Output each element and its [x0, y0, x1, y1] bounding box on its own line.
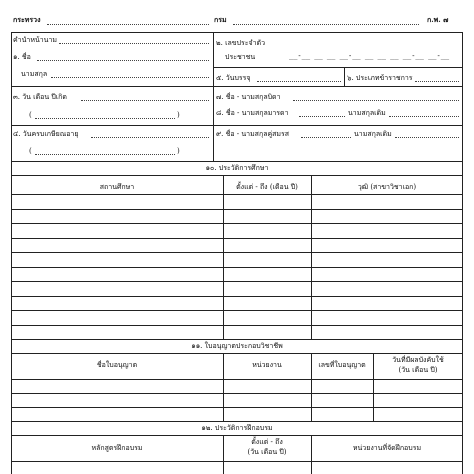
department-field[interactable] [233, 24, 419, 25]
license-vline-2 [311, 353, 312, 421]
training-col-course: หลักสูตรฝึกอบรม [91, 444, 143, 452]
mother-maiden-label: นามสกุลเดิม [348, 109, 386, 117]
license-col-effective-sub: (วัน เดือน ปี) [398, 366, 438, 374]
education-col-degree: วุฒิ (สาขาวิชาเอก) [357, 183, 417, 191]
spouse-label: ๙. ชื่อ - นามสกุลคู่สมรส [216, 130, 290, 138]
row-line-r3 [213, 125, 463, 126]
training-top [11, 421, 463, 422]
education-row-line [11, 209, 463, 210]
first-name-field[interactable] [37, 60, 209, 61]
row-line-2 [11, 125, 213, 126]
retire-paren-close: ) [177, 147, 180, 155]
row-line-r2 [213, 86, 463, 87]
education-top [11, 161, 463, 162]
education-vline-2 [311, 175, 312, 339]
license-col-effective: วันที่มีผลบังคับใช้ [392, 356, 444, 364]
education-vline-1 [223, 175, 224, 339]
surname-field[interactable] [51, 77, 209, 78]
education-title: ๑๐. ประวัติการศึกษา [205, 164, 269, 172]
training-col-agency: หน่วยงานที่จัดฝึกอบรม [352, 444, 422, 452]
education-row-line [11, 223, 463, 224]
mother-maiden-field[interactable] [389, 116, 459, 117]
license-col-name: ชื่อใบอนุญาต [96, 361, 138, 369]
license-row-line [11, 407, 463, 408]
education-row-line [11, 194, 463, 195]
education-header-top [11, 175, 463, 176]
ministry-label: กระทรวง [13, 15, 41, 24]
birthdate-paren-open: ( [29, 111, 32, 119]
first-name-label: ๑. ชื่อ [13, 53, 31, 61]
appointed-field[interactable] [257, 81, 341, 82]
row-line-1 [11, 86, 213, 87]
training-col-period-sub: (วัน เดือน ปี) [247, 448, 287, 456]
training-title: ๑๒. ประวัติการฝึกอบรม [201, 424, 273, 432]
education-row-line [11, 310, 463, 311]
department-label: กรม [214, 15, 227, 24]
training-row-line [11, 461, 463, 462]
education-row-line [11, 267, 463, 268]
birthdate-field[interactable] [81, 100, 209, 101]
spouse-field[interactable] [301, 137, 351, 138]
education-col-school: สถานศึกษา [99, 183, 135, 191]
id-label: ๒. เลขประจำตัว [216, 39, 266, 47]
license-title: ๑๑. ใบอนุญาตประกอบวิชาชีพ [191, 342, 283, 350]
civil-type-divider [344, 67, 345, 86]
surname-label: นามสกุล [21, 70, 48, 78]
father-field[interactable] [293, 100, 459, 101]
license-row-line [11, 393, 463, 394]
civil-type-label: ๖. ประเภทข้าราชการ [347, 74, 413, 82]
id-sub-label: ประชาชน [225, 53, 256, 61]
license-vline-3 [373, 353, 374, 421]
personal-divider [213, 32, 214, 161]
spouse-maiden-label: นามสกุลเดิม [354, 130, 392, 138]
education-row-line [11, 296, 463, 297]
id-number-field[interactable]: __-__ __ __ __-__ __ __ __ __-__ __-__ [289, 52, 450, 60]
education-row-line [11, 238, 463, 239]
retire-label: ๔. วันครบเกษียณอายุ [13, 130, 79, 138]
education-row-line [11, 281, 463, 282]
education-row-line [11, 325, 463, 326]
form-code: ก.พ. ๗ [427, 15, 449, 24]
prefix-label: คำนำหน้านาม [13, 36, 57, 44]
mother-label: ๘. ชื่อ - นามสกุลมารดา [216, 109, 289, 117]
birthdate-label: ๓. วัน เดือน ปีเกิด [13, 93, 67, 101]
license-row-line [11, 379, 463, 380]
retire-text-field[interactable] [35, 154, 175, 155]
mother-field[interactable] [299, 116, 345, 117]
retire-field[interactable] [91, 137, 209, 138]
frame-top [11, 32, 463, 33]
row-line-r1 [213, 67, 463, 68]
license-top [11, 339, 463, 340]
prefix-field[interactable] [59, 43, 209, 44]
license-vline-1 [223, 353, 224, 421]
retire-paren-open: ( [29, 147, 32, 155]
ministry-field[interactable] [47, 24, 209, 25]
education-col-period: ตั้งแต่ - ถึง (เดือน ปี) [236, 183, 298, 191]
training-col-period: ตั้งแต่ - ถึง [251, 438, 283, 446]
license-header-top [11, 353, 463, 354]
birthdate-text-field[interactable] [35, 118, 175, 119]
training-vline-2 [311, 435, 312, 474]
spouse-maiden-field[interactable] [395, 137, 459, 138]
appointed-label: ๕. วันบรรจุ [216, 74, 251, 82]
license-col-number: เลขที่ใบอนุญาต [318, 361, 366, 369]
civil-type-field[interactable] [415, 81, 459, 82]
father-label: ๗. ชื่อ - นามสกุลบิดา [216, 93, 281, 101]
education-row-line [11, 252, 463, 253]
training-header-top [11, 435, 463, 436]
training-vline-1 [223, 435, 224, 474]
birthdate-paren-close: ) [177, 111, 180, 119]
kp7-form [11, 8, 463, 474]
license-col-agency: หน่วยงาน [252, 361, 282, 369]
